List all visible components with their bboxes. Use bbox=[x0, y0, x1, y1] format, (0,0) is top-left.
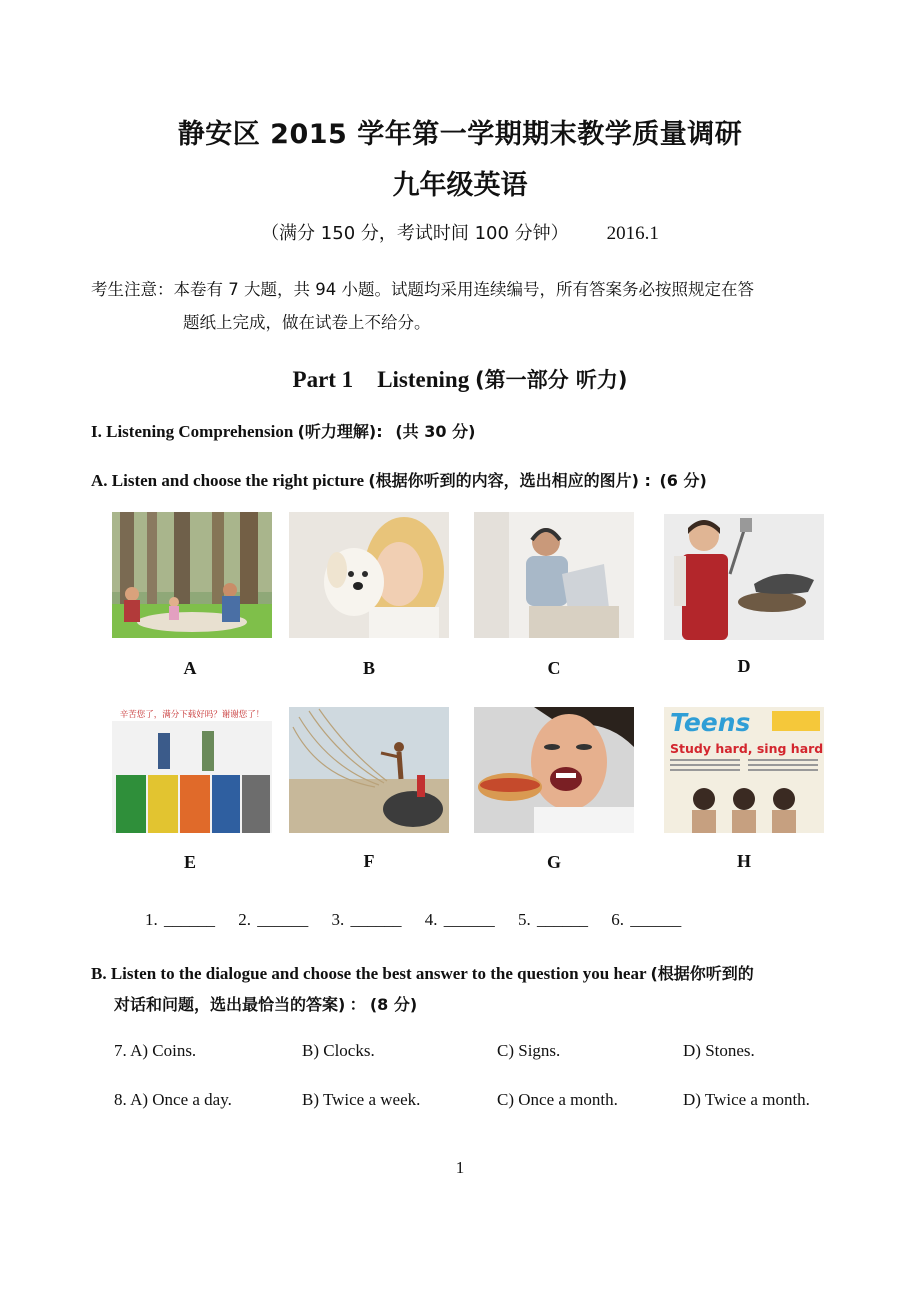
question-number: 7. bbox=[114, 1041, 127, 1060]
notice-line-2: 题纸上完成，做在试卷上不给分。 bbox=[183, 313, 431, 332]
section-i-en: I. Listening Comprehension bbox=[91, 422, 294, 441]
picture-letter-h: H bbox=[736, 851, 751, 871]
question-8-option-c[interactable]: C) Once a month. bbox=[497, 1090, 618, 1109]
answer-blank[interactable]: 6. ______ bbox=[611, 910, 682, 929]
man-with-laptop-photo bbox=[474, 512, 634, 638]
page-number: 1 bbox=[455, 1158, 465, 1177]
section-b-cn-2: 对话和问题，选出最恰当的答案) bbox=[114, 995, 346, 1014]
picture-letter-d: D bbox=[737, 656, 751, 676]
woman-eating-hotdog-photo bbox=[474, 707, 634, 833]
woman-with-puppy-photo bbox=[289, 512, 449, 638]
newspaper-headline: Study hard, sing hard bbox=[670, 741, 824, 756]
answer-blank[interactable]: 4. ______ bbox=[424, 910, 495, 929]
part-heading bbox=[0, 364, 920, 394]
exam-subject: 九年级英语 bbox=[392, 170, 528, 201]
answer-blank[interactable]: 2. ______ bbox=[238, 910, 309, 929]
question-7-option-d[interactable]: D) Stones. bbox=[683, 1041, 755, 1060]
picture-letter-f: F bbox=[363, 851, 375, 871]
section-a-en: A. Listen and choose the right picture bbox=[91, 471, 365, 490]
picture-letter-e: E bbox=[183, 852, 196, 872]
notice-line-1: 考生注意：本卷有 7 大题，共 94 小题。试题均采用连续编号，所有答案务必按照规定在答 bbox=[91, 280, 754, 299]
family-picnic-photo bbox=[112, 512, 272, 638]
section-a-score: (6 分) bbox=[659, 471, 707, 490]
exam-score-time: （满分 150 分，考试时间 100 分钟） bbox=[261, 223, 569, 244]
part-name: Listening bbox=[377, 367, 470, 392]
newspaper-masthead: Teens bbox=[670, 708, 751, 737]
section-i-score: (共 30 分) bbox=[395, 422, 476, 441]
question-8-option-a[interactable] bbox=[114, 1090, 232, 1110]
section-b-en: B. Listen to the dialogue and choose the best answer to the question you hear bbox=[91, 964, 647, 983]
option-text: A) Coins. bbox=[130, 1041, 197, 1060]
question-7-option-a[interactable] bbox=[114, 1041, 196, 1061]
exam-info bbox=[0, 219, 920, 245]
answer-blank[interactable]: 5. ______ bbox=[518, 910, 588, 929]
woman-cooking-fish-photo bbox=[664, 514, 824, 640]
section-a-cn: (根据你听到的内容，选出相应的图片) : bbox=[368, 471, 651, 490]
answer-blanks bbox=[145, 910, 698, 930]
question-7-option-c[interactable]: C) Signs. bbox=[497, 1041, 561, 1060]
question-8-option-d[interactable]: D) Twice a month. bbox=[683, 1090, 810, 1109]
section-b-cn-1: (根据你听到的 bbox=[650, 964, 754, 983]
answer-blank[interactable]: 1. ______ bbox=[145, 910, 215, 929]
question-8-option-b[interactable]: B) Twice a week. bbox=[302, 1090, 421, 1109]
part-label: Part 1 bbox=[292, 367, 354, 392]
section-b-heading bbox=[91, 958, 836, 1020]
recycling-bins-photo bbox=[112, 707, 272, 833]
exam-title: 静安区 2015 学年第一学期期末教学质量调研 bbox=[177, 119, 743, 150]
section-i-heading bbox=[91, 419, 475, 442]
section-i-cn: (听力理解): bbox=[297, 422, 383, 441]
exam-date: 2016.1 bbox=[606, 223, 659, 244]
section-b-colon: ： bbox=[349, 995, 366, 1014]
answer-blank[interactable]: 3. ______ bbox=[331, 910, 402, 929]
option-text: A) Once a day. bbox=[130, 1090, 232, 1109]
question-number: 8. bbox=[114, 1090, 127, 1109]
section-b-score: (8 分) bbox=[369, 995, 418, 1014]
picture-letter-b: B bbox=[362, 658, 375, 678]
sign-text: 辛苦您了，满分下载好吗？谢谢您了！ bbox=[119, 710, 265, 720]
part-name-cn: (第一部分 听力) bbox=[474, 368, 628, 392]
picture-letter-g: G bbox=[546, 852, 561, 872]
fisherman-net-photo bbox=[289, 707, 449, 833]
picture-letter-a: A bbox=[183, 658, 197, 678]
question-7-option-b[interactable]: B) Clocks. bbox=[302, 1041, 375, 1060]
picture-letter-c: C bbox=[547, 658, 561, 678]
section-a-heading bbox=[91, 468, 707, 491]
teens-newspaper-photo bbox=[664, 707, 824, 833]
candidate-notice bbox=[91, 273, 836, 339]
